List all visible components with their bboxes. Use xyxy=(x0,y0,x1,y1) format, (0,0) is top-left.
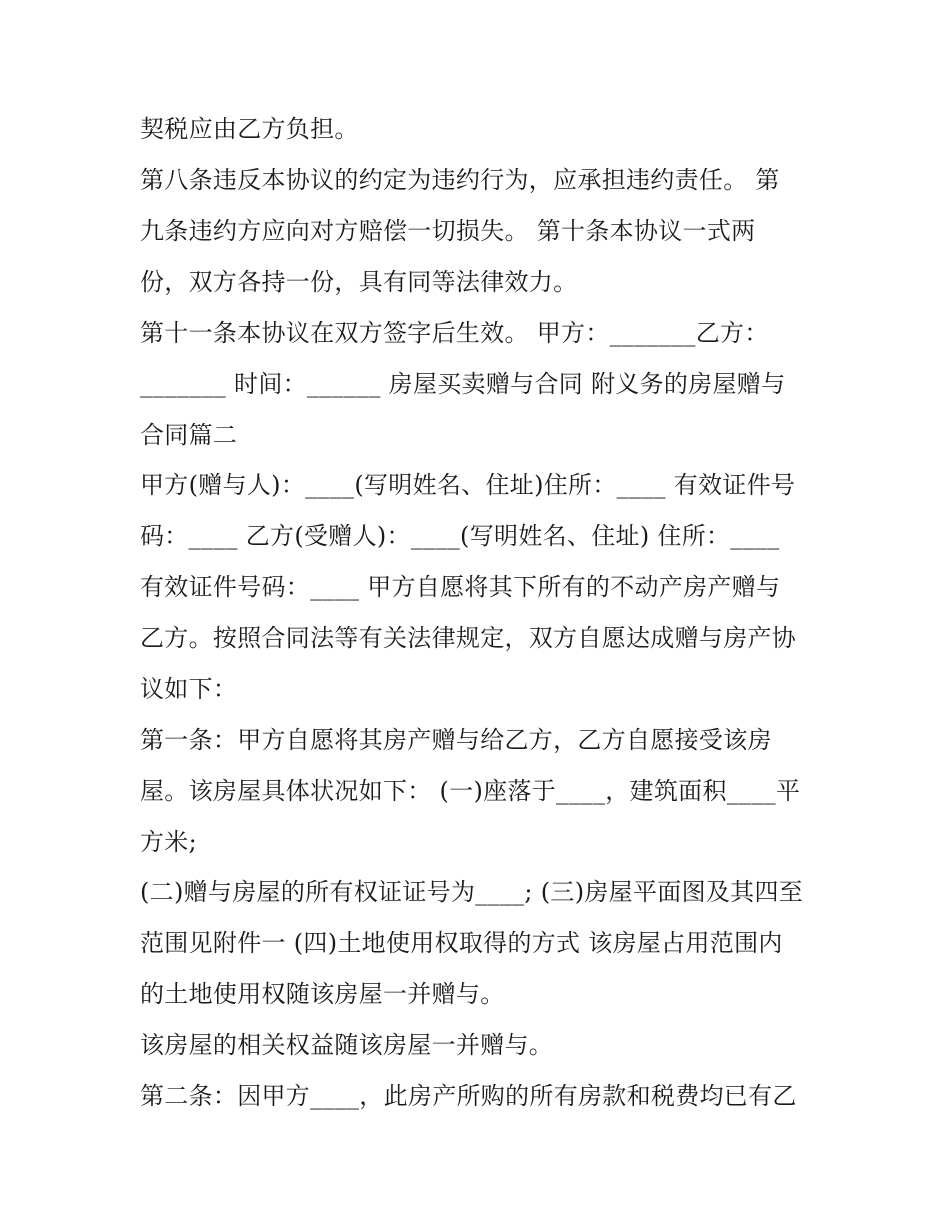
text-line: 乙方。按照合同法等有关法律规定，双方自愿达成赠与房产协 xyxy=(140,624,797,652)
text-line: 屋。该房屋具体状况如下： (一)座落于____，建筑面积____平 xyxy=(140,777,801,805)
text-line: 码：____ 乙方(受赠人)：____(写明姓名、住址) 住所：____ xyxy=(140,522,780,550)
text-line: 该房屋的相关权益随该房屋一并赠与。 xyxy=(140,1031,554,1059)
text-line: 第二条：因甲方____，此房产所购的所有房款和税费均已有乙 xyxy=(140,1082,797,1110)
text-line: 第八条违反本协议的约定为违约行为，应承担违约责任。 第 xyxy=(140,166,780,194)
text-line: 份，双方各持一份，具有同等法律效力。 xyxy=(140,268,578,296)
text-line: 甲方(赠与人)：____(写明姓名、住址)住所：____ 有效证件号 xyxy=(140,471,796,499)
text-line: 有效证件号码：____ 甲方自愿将其下所有的不动产房产赠与 xyxy=(140,573,781,601)
text-line: 的土地使用权随该房屋一并赠与。 xyxy=(140,980,505,1008)
section-heading: 合同篇二 xyxy=(140,421,238,449)
text-line: (二)赠与房屋的所有权证证号为____; (三)房屋平面图及其四至 xyxy=(140,878,804,906)
text-line: 方米; xyxy=(140,828,197,856)
text-line: _______ 时间：______ 房屋买卖赠与合同 附义务的房屋赠与 xyxy=(140,370,786,398)
text-line: 范围见附件一 (四)土地使用权取得的方式 该房屋占用范围内 xyxy=(140,929,783,957)
text-line: 九条违约方应向对方赔偿一切损失。 第十条本协议一式两 xyxy=(140,217,756,245)
text-line: 第一条：甲方自愿将其房产赠与给乙方，乙方自愿接受该房 xyxy=(140,726,772,754)
text-line: 议如下： xyxy=(140,675,238,703)
text-line: 契税应由乙方负担。 xyxy=(140,115,359,143)
text-line: 第十一条本协议在双方签字后生效。 甲方：_______乙方： xyxy=(140,319,769,347)
